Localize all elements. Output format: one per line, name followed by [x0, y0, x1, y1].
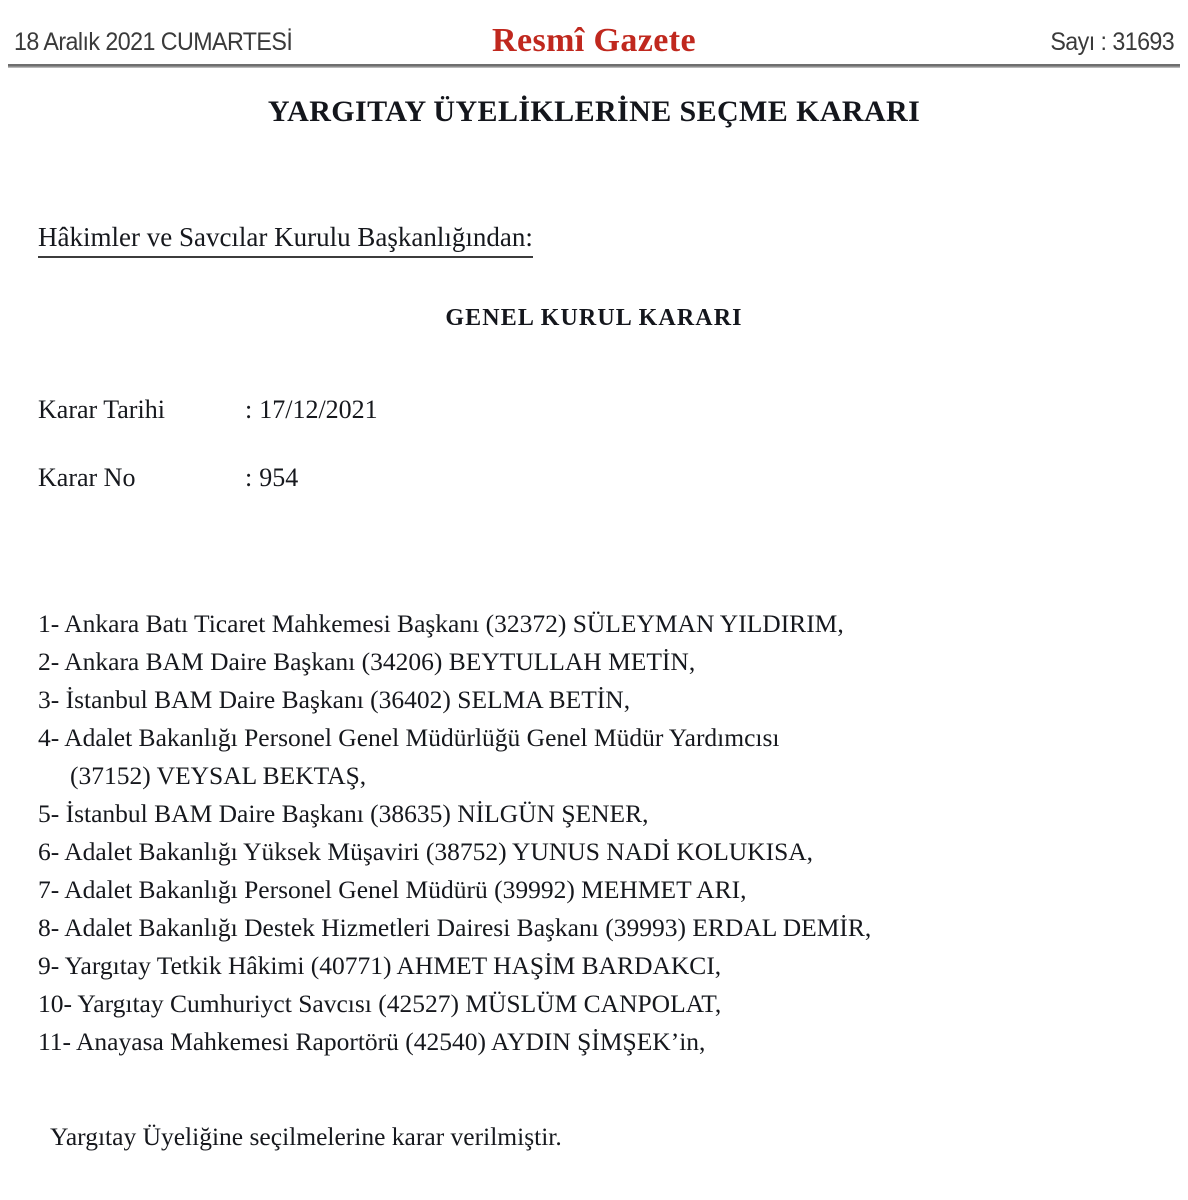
decision-meta [38, 395, 378, 531]
page-title: YARGITAY ÜYELİKLERİNE SEÇME KARARI [267, 95, 921, 128]
list-item-text: 6- Adalet Bakanlığı Yüksek Müşaviri (38752) YUNUS NADİ KOLUKISA, [38, 837, 814, 866]
list-item [38, 643, 1170, 681]
closing-statement: Yargıtay Üyeliğine seçilmelerine karar verilmiştir. [50, 1122, 562, 1151]
list-item-text: 3- İstanbul BAM Daire Başkanı (36402) SELMA BETİN, [38, 685, 631, 714]
list-item [38, 795, 1170, 833]
meta-colon-decision-number: : [245, 463, 253, 492]
appointee-list [38, 605, 1170, 1061]
list-item [38, 1023, 1170, 1061]
list-item [38, 833, 1170, 871]
meta-row-decision-number [38, 463, 378, 493]
meta-colon-decision-date: : [245, 395, 253, 424]
list-item-text: 10- Yargıtay Cumhuriyct Savcısı (42527) MÜSLÜM CANPOLAT, [38, 989, 722, 1018]
list-item [38, 985, 1170, 1023]
list-item-text: 4- Adalet Bakanlığı Personel Genel Müdürlüğü Genel Müdür Yardımcısı [38, 723, 780, 752]
meta-value-decision-number: 954 [259, 463, 299, 492]
list-item [38, 909, 1170, 947]
masthead [0, 20, 1188, 64]
list-item-text: 5- İstanbul BAM Daire Başkanı (38635) NİLGÜN ŞENER, [38, 799, 649, 828]
list-item-text: 7- Adalet Bakanlığı Personel Genel Müdürü (39992) MEHMET ARI, [38, 875, 747, 904]
list-item [38, 871, 1170, 909]
list-item-text: 1- Ankara Batı Ticaret Mahkemesi Başkanı (32372) SÜLEYMAN YILDIRIM, [38, 609, 844, 638]
meta-value-decision-date: 17/12/2021 [259, 395, 378, 424]
meta-row-decision-date [38, 395, 378, 425]
decision-heading: GENEL KURUL KARARI [445, 305, 743, 331]
list-item [38, 605, 1170, 643]
meta-label-decision-date: Karar Tarihi [38, 395, 165, 424]
masthead-title: Resmî Gazete [492, 22, 696, 59]
meta-label-decision-number: Karar No [38, 463, 136, 492]
masthead-divider [8, 64, 1180, 68]
list-item-text: 9- Yargıtay Tetkik Hâkimi (40771) AHMET HAŞİM BARDAKCI, [38, 951, 722, 980]
masthead-date: 18 Aralık 2021 CUMARTESİ [14, 27, 293, 56]
list-item-continuation: (37152) VEYSAL BEKTAŞ, [70, 761, 367, 790]
issuing-authority: Hâkimler ve Savcılar Kurulu Başkanlığından: [38, 222, 533, 258]
list-item-text: 2- Ankara BAM Daire Başkanı (34206) BEYTULLAH METİN, [38, 647, 696, 676]
list-item [38, 719, 1170, 795]
list-item [38, 681, 1170, 719]
list-item [38, 947, 1170, 985]
masthead-issue-number: Sayı : 31693 [1050, 27, 1174, 56]
list-item-text: 8- Adalet Bakanlığı Destek Hizmetleri Dairesi Başkanı (39993) ERDAL DEMİR, [38, 913, 872, 942]
list-item-text: 11- Anayasa Mahkemesi Raportörü (42540) AYDIN ŞİMŞEK’in, [38, 1027, 706, 1056]
